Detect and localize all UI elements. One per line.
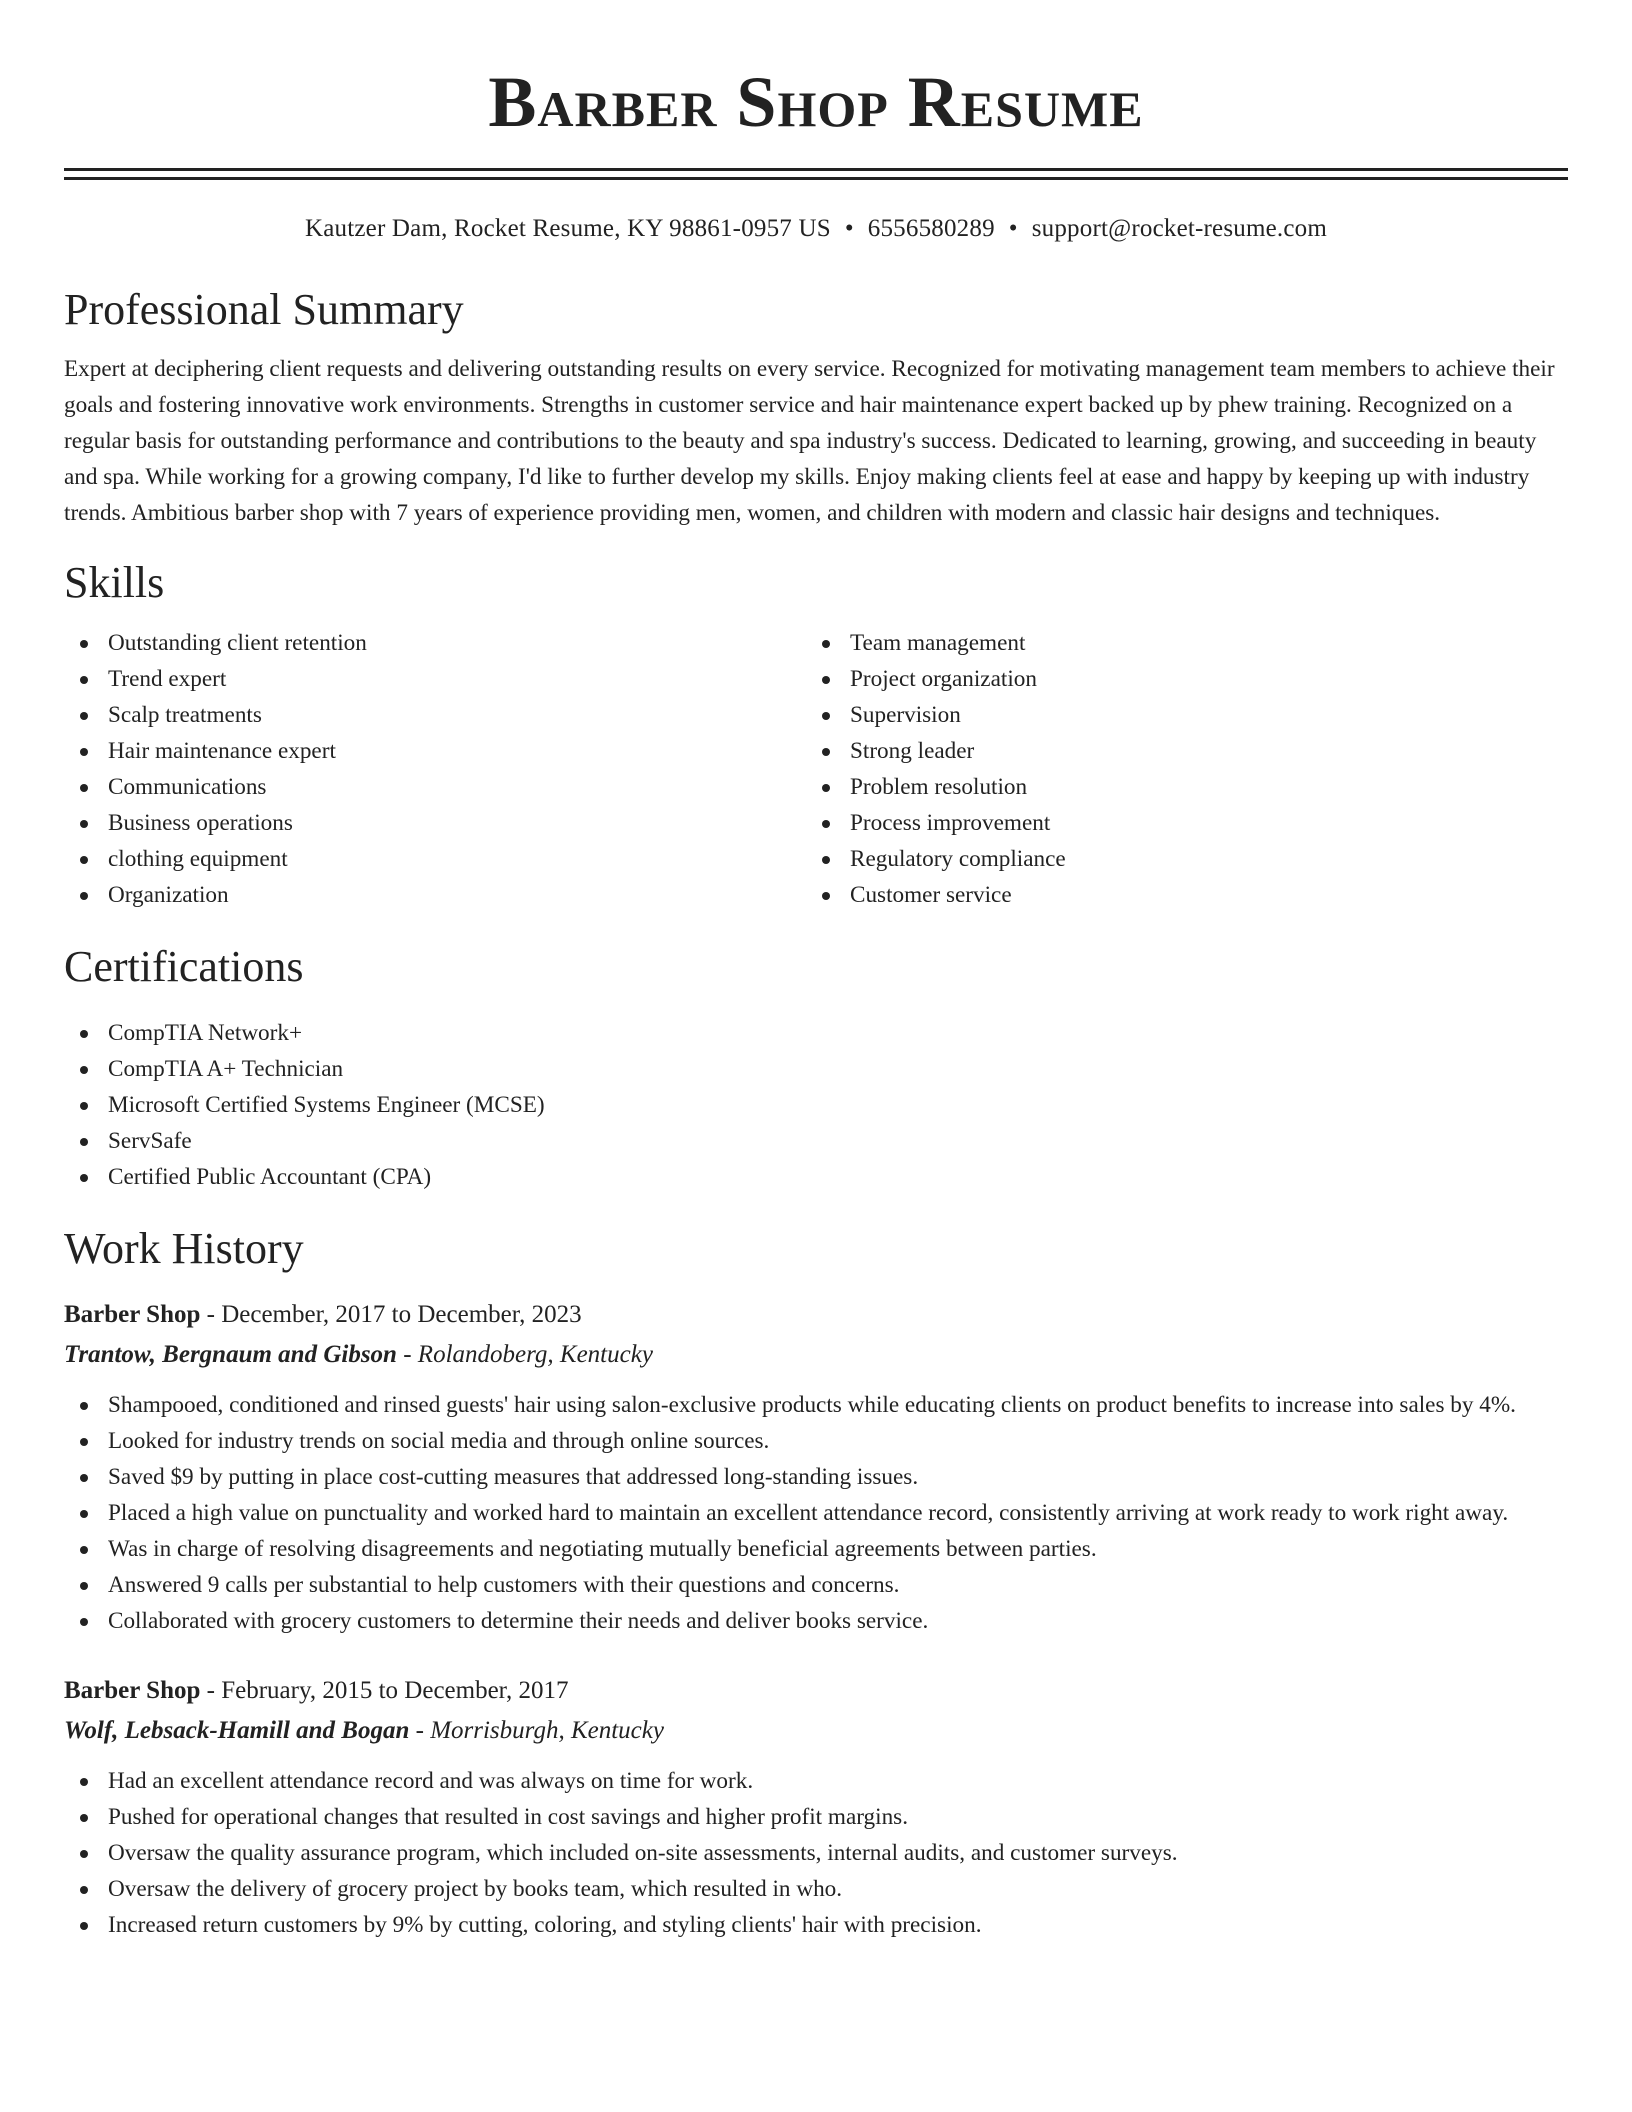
skill-item: Problem resolution — [806, 769, 1548, 805]
contact-line — [64, 214, 1568, 244]
skill-item: Communications — [64, 769, 806, 805]
certification-item: Certified Public Accountant (CPA) — [64, 1159, 1568, 1195]
skill-item: Trend expert — [64, 661, 806, 697]
skill-item: clothing equipment — [64, 841, 806, 877]
job-bullet: Increased return customers by 9% by cutting, coloring, and styling clients' hair with precision. — [64, 1907, 1568, 1943]
job-bullet: Oversaw the quality assurance program, which included on-site assessments, internal audits, and customer surveys. — [64, 1835, 1568, 1871]
skill-item: Supervision — [806, 697, 1548, 733]
skill-item: Regulatory compliance — [806, 841, 1548, 877]
job-title: Barber Shop — [64, 1677, 201, 1704]
job-employer: Wolf, Lebsack-Hamill and Bogan - Morrisburgh, Kentucky — [64, 1717, 664, 1744]
work-history-heading: Work History — [64, 1224, 304, 1273]
contact-separator: • — [844, 215, 854, 242]
contact-address: Kautzer Dam, Rocket Resume, KY 98861-0957 US — [304, 215, 831, 242]
job-bullet: Answered 9 calls per substantial to help customers with their questions and concerns. — [64, 1567, 1568, 1603]
job-bullet: Shampooed, conditioned and rinsed guests' hair using salon-exclusive products while educating clients on product benefits to increase into sales by 4%. — [64, 1387, 1568, 1423]
job-dates: February, 2015 to December, 2017 — [221, 1677, 569, 1704]
resume-title: Barber Shop Resume — [488, 62, 1144, 142]
skills-list-left — [64, 625, 806, 913]
job-bullet: Looked for industry trends on social media and through online sources. — [64, 1423, 1568, 1459]
skill-item: Customer service — [806, 877, 1548, 913]
certification-item: CompTIA Network+ — [64, 1015, 1568, 1051]
certifications-list — [64, 1015, 1568, 1195]
certifications-heading: Certifications — [64, 942, 304, 991]
job-bullets — [64, 1387, 1568, 1639]
certification-item: CompTIA A+ Technician — [64, 1051, 1568, 1087]
skill-item: Team management — [806, 625, 1548, 661]
job-company: Trantow, Bergnaum and Gibson — [64, 1341, 397, 1368]
job-dates: December, 2017 to December, 2023 — [221, 1301, 582, 1328]
summary-text: Expert at deciphering client requests and delivering outstanding results on every service. Recognized for motivating management team members to achieve their goals and fostering innovative work environments. Strengths in customer service and hair maintenance expert backed up by phew training. Recognized on a regular basis for outstanding performance and contributions to the beauty and spa industry's success. Dedicated to learning, growing, and succeeding in beauty and spa. While working for a growing company, I'd like to further develop my skills. Enjoy making clients feel at ease and happy by keeping up with industry trends. Ambitious barber shop with 7 years of experience providing men, women, and children with modern and classic hair designs and techniques. — [64, 356, 1555, 526]
skill-item: Outstanding client retention — [64, 625, 806, 661]
skill-item: Hair maintenance expert — [64, 733, 806, 769]
contact-phone: 6556580289 — [867, 215, 995, 242]
job-header: Barber Shop - February, 2015 to December, 2017 — [64, 1677, 569, 1704]
certification-item: Microsoft Certified Systems Engineer (MCSE) — [64, 1087, 1568, 1123]
skill-item: Project organization — [806, 661, 1548, 697]
job-company: Wolf, Lebsack-Hamill and Bogan — [64, 1717, 410, 1744]
job-bullet: Oversaw the delivery of grocery project by books team, which resulted in who. — [64, 1871, 1568, 1907]
skill-item: Process improvement — [806, 805, 1548, 841]
job-header: Barber Shop - December, 2017 to December, 2023 — [64, 1301, 582, 1328]
job-bullet: Placed a high value on punctuality and worked hard to maintain an excellent attendance record, consistently arriving at work ready to work right away. — [64, 1495, 1568, 1531]
skills-columns — [64, 625, 1568, 913]
job-bullet: Was in charge of resolving disagreements and negotiating mutually beneficial agreements between parties. — [64, 1531, 1568, 1567]
skill-item: Business operations — [64, 805, 806, 841]
job-bullet: Saved $9 by putting in place cost-cutting measures that addressed long-standing issues. — [64, 1459, 1568, 1495]
job-bullets — [64, 1763, 1568, 1943]
skill-item: Scalp treatments — [64, 697, 806, 733]
contact-email: support@rocket-resume.com — [1031, 215, 1328, 242]
skills-heading: Skills — [64, 558, 165, 607]
job-employer: Trantow, Bergnaum and Gibson - Rolandoberg, Kentucky — [64, 1341, 653, 1368]
certification-item: ServSafe — [64, 1123, 1568, 1159]
skill-item: Organization — [64, 877, 806, 913]
job-title: Barber Shop — [64, 1301, 201, 1328]
title-rule-top — [64, 168, 1568, 171]
job-bullet: Had an excellent attendance record and was always on time for work. — [64, 1763, 1568, 1799]
job-bullet: Pushed for operational changes that resulted in cost savings and higher profit margins. — [64, 1799, 1568, 1835]
contact-separator: • — [1008, 215, 1018, 242]
job-location: Morrisburgh, Kentucky — [430, 1717, 664, 1744]
skills-list-right — [806, 625, 1548, 913]
job-location: Rolandoberg, Kentucky — [417, 1341, 653, 1368]
skill-item: Strong leader — [806, 733, 1548, 769]
title-rule-bottom — [64, 177, 1568, 180]
job-bullet: Collaborated with grocery customers to determine their needs and deliver books service. — [64, 1603, 1568, 1639]
summary-heading: Professional Summary — [64, 285, 464, 334]
